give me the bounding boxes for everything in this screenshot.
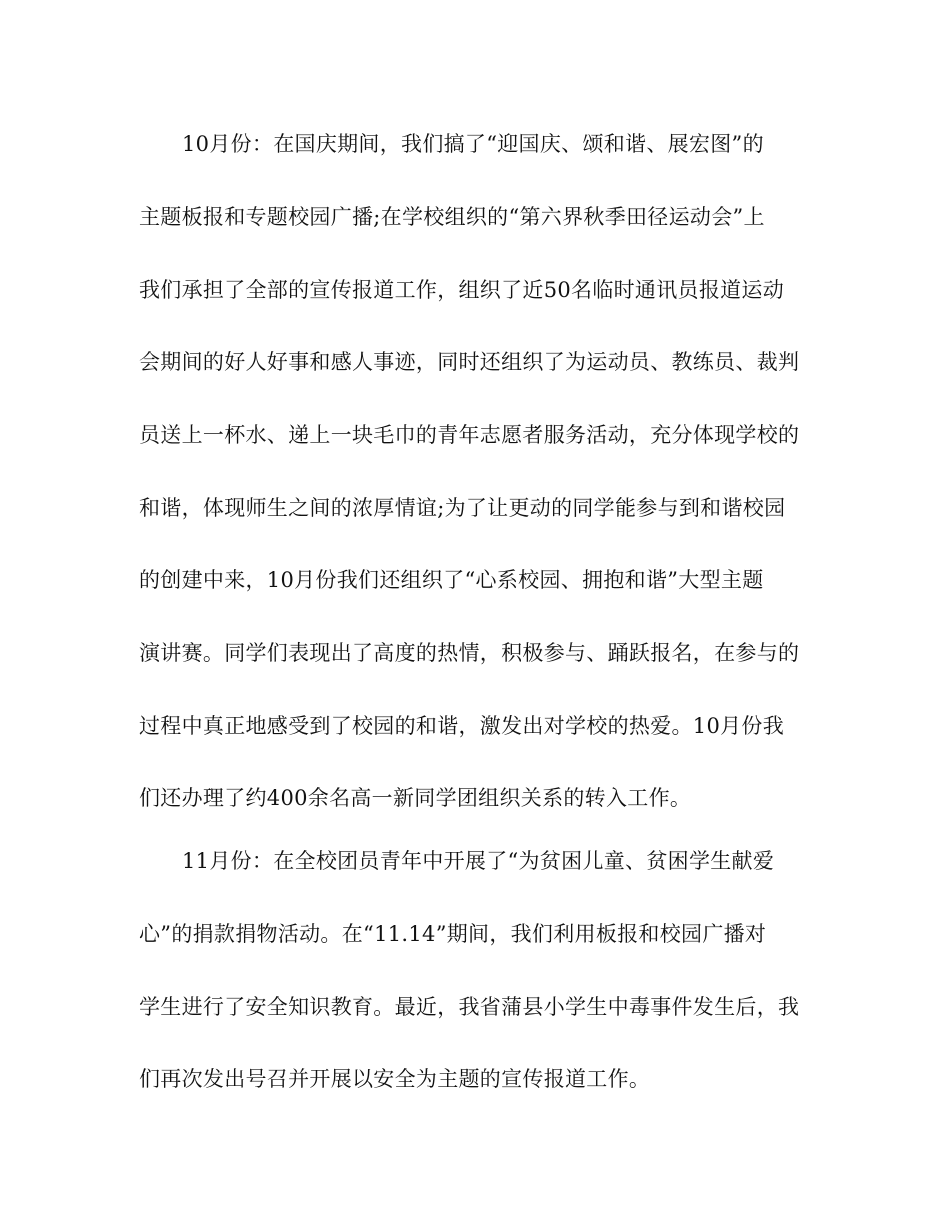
paragraph-line: 我们承担了全部的宣传报道工作，组织了近50名临时通讯员报道运动 xyxy=(139,278,785,302)
paragraph-line: 和谐，体现师生之间的浓厚情谊;为了让更动的同学能参与到和谐校园 xyxy=(139,496,786,520)
paragraph-line: 11月份：在全校团员青年中开展了“为贫困儿童、贫困学生献爱 xyxy=(182,849,775,873)
paragraph-line: 员送上一杯水、递上一块毛巾的青年志愿者服务活动，充分体现学校的 xyxy=(139,423,800,447)
paragraph-line: 心”的捐款捐物活动。在“11.14”期间，我们利用板报和校园广播对 xyxy=(139,922,767,946)
paragraph-line: 主题板报和专题校园广播;在学校组织的“第六界秋季田径运动会”上 xyxy=(139,205,765,229)
paragraph-line: 的创建中来，10月份我们还组织了“心系校园、拥抱和谐”大型主题 xyxy=(139,568,764,592)
paragraph-line: 们还办理了约400余名高一新同学团组织关系的转入工作。 xyxy=(139,786,692,810)
paragraph-line: 10月份：在国庆期间，我们搞了“迎国庆、颂和谐、展宏图”的 xyxy=(182,132,764,156)
paragraph-line: 演讲赛。同学们表现出了高度的热情，积极参与、踊跃报名，在参与的 xyxy=(139,641,800,665)
paragraph-line: 过程中真正地感受到了校园的和谐，激发出对学校的热爱。10月份我 xyxy=(139,714,785,738)
paragraph-line: 学生进行了安全知识教育。最近，我省蒲县小学生中毒事件发生后，我 xyxy=(139,995,800,1019)
paragraph-line: 会期间的好人好事和感人事迹，同时还组织了为运动员、教练员、裁判 xyxy=(139,350,800,374)
paragraph-line: 们再次发出号召并开展以安全为主题的宣传报道工作。 xyxy=(139,1067,651,1091)
